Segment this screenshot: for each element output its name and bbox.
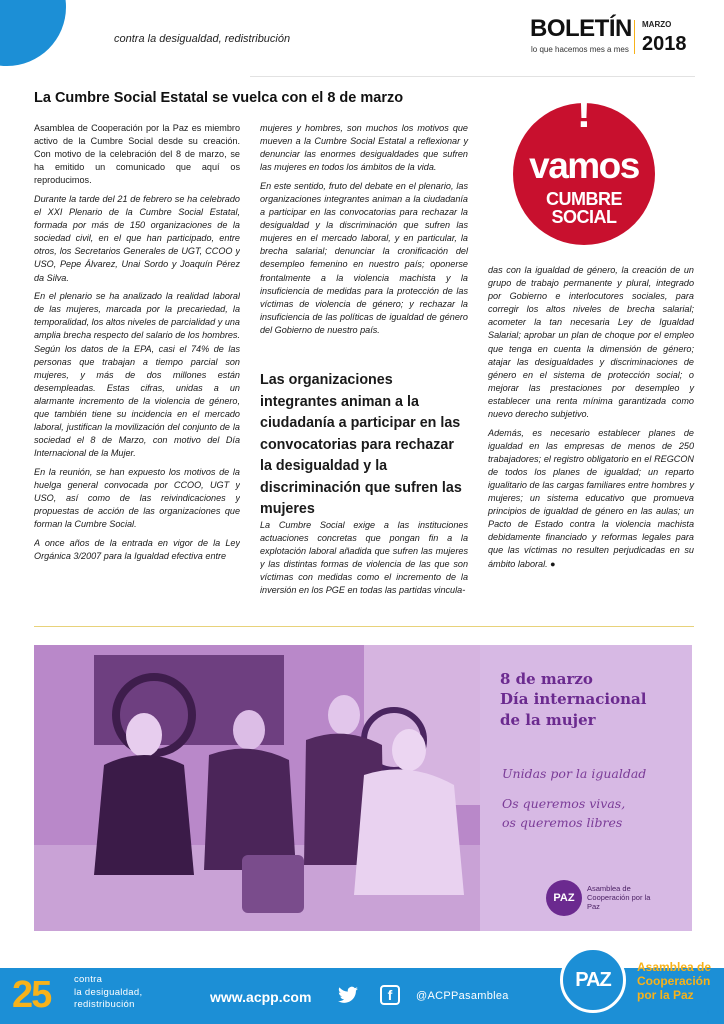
anniversary-subtitle [74,974,142,1012]
article-column-2-continued [260,519,468,605]
paragraph: Asamblea de Cooperación por la Paz es miembro activo de la Cumbre Social desde su creación. Con motivo de la celebración del 8 de marzo, se ha emitido un comunicado que aquí os reproducimos. [34,123,240,186]
paragraph: das con la igualdad de género, la creación de un grupo de trabajo permanente y plural, integrado por Gobierno e interlocutores sociales, para corregir los altos niveles de brecha salarial; acometer la tan necesaria Ley de Igualdad Salarial; aprobar un plan de choque por el empleo que tenga en cuenta la dimensión de género; atajar las desigualdades y discriminaciones de género en el sistema de protección social; o mejorar las prestaciones por desempleo y establecer una renta mínima garantizada como nuevo derecho subjetivo. [488,265,694,420]
logo-word-social: SOCIAL [551,207,617,227]
logo-word-cumbre: CUMBRE [546,189,622,209]
paragraph: En el plenario se ha analizado la realidad laboral de las mujeres, marcada por la precariedad, la temporalidad, los altos niveles de parcialidad y una amplia brecha respecto del salario de los hombres. Según los datos de la EPA, casi el 74% de las personas que trabajan a tiempo parcial son mujeres, y más de dos millones están desempleadas. Estas cifras, unidas a un alarmante incremento de la violencia de género, que también tiene su incidencia en el mercado laboral, justifican la movilización del conjunto de la sociedad el 8 de Marzo, con motivo del Día Internacional de la Mujer. [34,291,240,459]
photo-illustration [34,645,480,931]
panel-title-line2: Día internacional [500,690,647,708]
website-link[interactable]: www.acpp.com [210,989,312,1005]
pull-quote: Las organizaciones integrantes animan a la ciudadanía a participar en las convocatorias para rechazar la desigualdad y la discriminación que sufren las mujeres [260,372,462,517]
article-headline: La Cumbre Social Estatal se vuelca con el 8 de marzo [34,90,404,106]
exclamation-mark: ! [576,88,592,137]
paragraph: mujeres y hombres, son muchos los motivos que mueven a la Cumbre Social Estatal a reflexionar y denunciar las enormes desigualdades que sufren las mujeres en todos los ámbitos de la vida. [260,123,468,173]
women-historic-photo [34,645,480,931]
social-handle[interactable]: @ACPPasamblea [416,990,509,1002]
anniv-line-1: contra [74,974,103,985]
article-column-2 [260,122,468,343]
paragraph: En este sentido, fruto del debate en el plenario, las organizaciones integrantes animan a la ciudadanía a participar en las convocatorias para rechazar la desigualdad y la discriminación que sufren las mujeres en el mercado laboral, y en particular, la brecha salarial; denunciar la cronificación del desempleo femenino en nuestro país; oponerse frontalmente a la violencia machista y la insuficiencia de medidas para la protección de las víctimas de violencia de género; y rechazar la insuficiencia de las políticas de igualdad de género del Gobierno de nuestro país. [260,180,468,335]
panel-title-line3: de la mujer [500,711,596,729]
anniversary-number: 25 [12,974,51,1016]
paz-logo: PAZ [560,947,626,1013]
panel-slogan-2: Os queremos vivas, [502,796,626,811]
paz-org-name-small: Asamblea de Cooperación por la Paz [587,884,651,911]
page-number: 1 [706,1010,710,1017]
paz-org-name: Asamblea de Cooperación por la Paz [637,960,712,1002]
panel-title-date: 8 de marzo [500,670,593,688]
womens-day-panel [480,645,692,931]
header-divider [250,76,695,77]
anniv-line-2: la desigualdad, [74,986,143,998]
vamos-cumbre-social-logo [513,88,655,245]
bulletin-title: BOLETÍN [530,15,632,42]
paragraph: La Cumbre Social exige a las instituciones actuaciones concretas que pongan fin a la explotación laboral añadida que sufren las mujeres y las distintas formas de violencia de las que son víctimas con medidas como el incremento de la inversión en los PGE en todas las partidas vincula- [260,520,468,596]
facebook-icon[interactable]: f [380,985,400,1005]
article-column-1 [34,122,240,604]
paragraph: A once años de la entrada en vigor de la Ley Orgánica 3/2007 para la Igualdad efectiva entre [34,537,240,561]
bulletin-month: MARZO [642,20,672,29]
panel-slogan-3: os queremos libres [502,815,623,830]
paragraph: Durante la tarde del 21 de febrero se ha celebrado el XXI Plenario de la Cumbre Social Estatal, formada por más de 150 organizaciones de la sociedad civil, en el que han participado, entre otros, los Secretarios Generales de UGT, CCOO y USO, Pepe Álvarez, Unai Sordo y Joaquín Pérez da Silva. [34,193,240,283]
bulletin-subtitle: lo que hacemos mes a mes [531,45,629,54]
bulletin-separator [634,20,635,54]
logo-word-vamos: vamos [529,145,639,186]
section-divider [34,626,694,627]
twitter-icon[interactable] [338,986,358,1004]
paragraph: Además, es necesario establecer planes de igualdad en las empresas de menos de 250 trabajadores; el registro obligatorio en el REGCON de todos los planes de igualdad; un reparto igualitario de las cargas familiares entre hombres y mujeres; un sistema educativo que promueva principios de igualdad de género en las aulas; un Pacto de Estado contra la violencia machista debidamente financiado y reformas legales para que las víctimas no resulten perjudicadas en su ámbito laboral. ● [488,427,694,569]
anniv-line-3: redistribución [74,999,135,1010]
header-tagline: contra la desigualdad, redistribución [114,33,291,45]
bulletin-year: 2018 [642,33,687,55]
panel-slogan-1: Unidas por la igualdad [502,766,647,781]
paz-logo-small: PAZ [546,880,582,916]
paragraph: En la reunión, se han expuesto los motivos de la huelga general convocada por CCOO, UGT y USO, así como de las reivindicaciones y propuestas de acción de las organizaciones que forman la Cumbre Social. [34,466,240,530]
article-column-3 [488,264,694,576]
header-corner-circle [0,0,66,66]
